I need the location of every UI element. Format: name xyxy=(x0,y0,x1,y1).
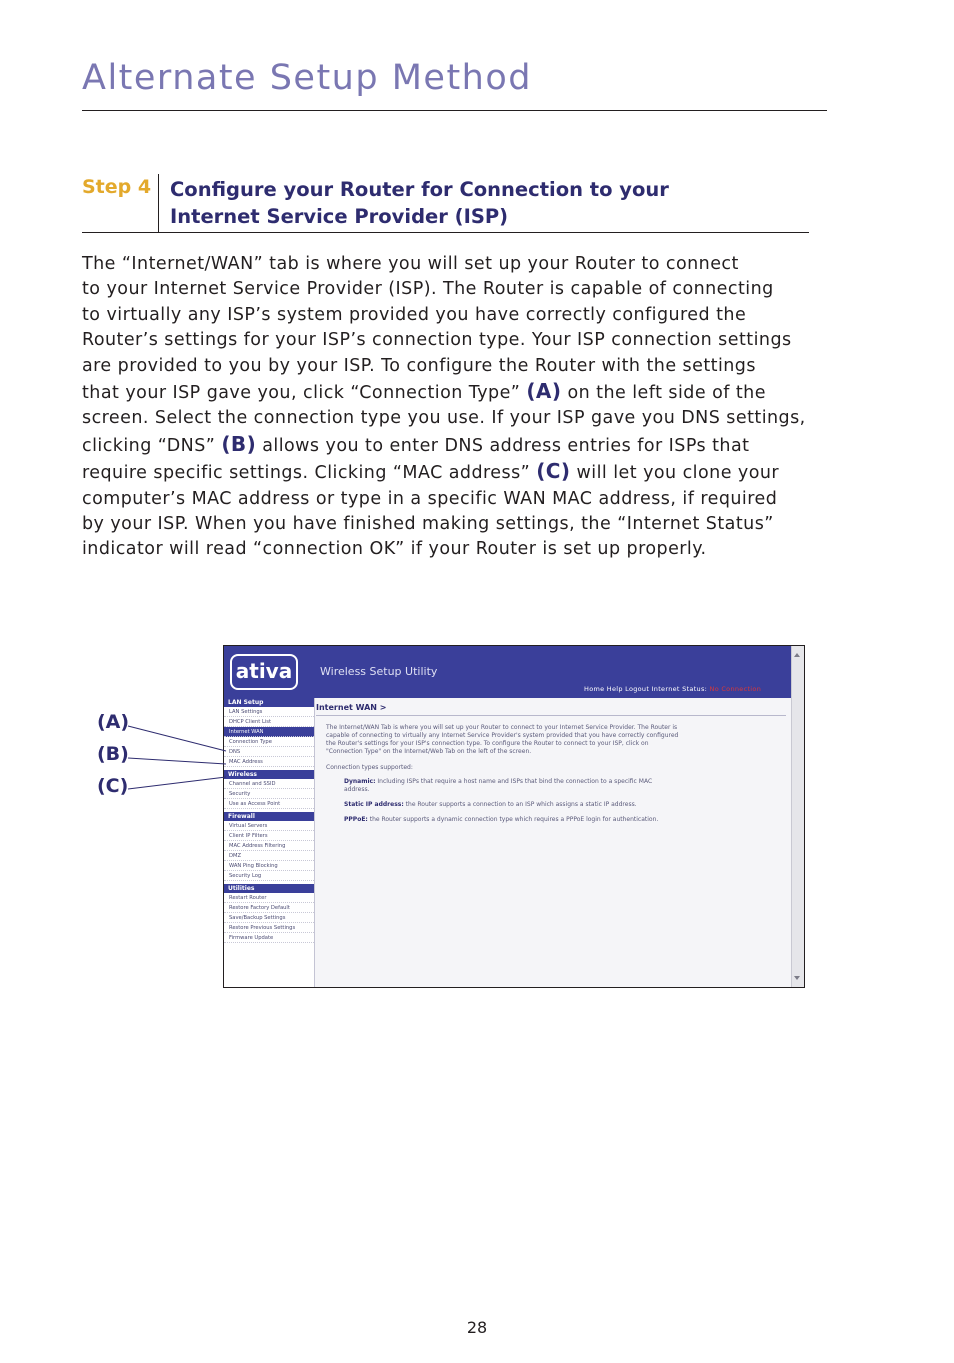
body-text-run: require specific settings. Clicking “MAC address” xyxy=(82,463,537,484)
body-text-run: clicking “DNS” xyxy=(82,435,222,456)
sidebar-item-security-log: Security Log xyxy=(224,871,314,881)
bullet-text: the Router supports a connection to an ISP which assigns a static IP address. xyxy=(403,801,637,808)
bullet-label: Dynamic: xyxy=(344,778,376,785)
step-label: Step 4 xyxy=(82,176,152,198)
top-nav-links: Home Help Logout Internet Status: xyxy=(584,685,708,693)
sidebar-section-firewall: Firewall xyxy=(224,812,314,821)
callout-c: (C) xyxy=(97,775,129,797)
bullet-text: the Router supports a dynamic connection type which requires a PPPoE login for authentication. xyxy=(367,816,659,823)
sidebar-section-internet: Internet WAN xyxy=(224,727,314,737)
body-line: Router’s settings for your ISP’s connection type. Your ISP connection settings xyxy=(82,330,792,351)
body-line: screen. Select the connection type you use. If your ISP gave you DNS settings, xyxy=(82,408,806,429)
leader-line-c xyxy=(128,777,226,789)
sidebar-item-security: Security xyxy=(224,789,314,799)
page-title: Alternate Setup Method xyxy=(82,58,532,98)
body-line: indicator will read “connection OK” if your Router is set up properly. xyxy=(82,539,707,560)
ativa-logo: ativa xyxy=(230,654,298,690)
body-line: The “Internet/WAN” tab is where you will set up your Router to connect xyxy=(82,254,739,274)
callout-ref-b: (B) xyxy=(221,431,257,456)
sidebar-item-client-ip-filters: Client IP Filters xyxy=(224,831,314,841)
sidebar-section-lan: LAN Setup xyxy=(224,698,314,707)
body-text-run: that your ISP gave you, click “Connection Type” xyxy=(82,383,527,404)
bullet-label: PPPoE: xyxy=(344,816,368,823)
body-line: are provided to you by your ISP. To configure the Router with the settings xyxy=(82,355,756,376)
callout-b: (B) xyxy=(97,743,129,765)
content-paragraph: The Internet/WAN Tab is where you will set up your Router to connect to your Internet Service Provider. The Router is capable of connecting to virtually any Internet Service Provider's system provided that you have correctly configured the Router's settings for your ISP's connection type. To configure the Router to connect to your ISP, click on "Connection Type" on the Internet/Web Tab on the left of the screen. xyxy=(326,724,679,755)
body-text-run: on the left side of the xyxy=(561,383,766,404)
sidebar-item-channel-ssid: Channel and SSID xyxy=(224,779,314,789)
callout-ref-a: (A) xyxy=(526,379,562,404)
body-line: to your Internet Service Provider (ISP). The Router is capable of connecting xyxy=(82,279,774,300)
leader-line-a xyxy=(128,726,226,751)
sidebar-item-dhcp-list: DHCP Client List xyxy=(224,717,314,727)
body-line: to virtually any ISP’s system provided you have correctly configured the xyxy=(82,304,747,325)
sidebar-item-dmz: DMZ xyxy=(224,851,314,861)
sidebar-item-mac-address: MAC Address xyxy=(224,757,314,767)
content-subheading: Connection types supported: xyxy=(326,764,413,771)
sidebar-item-access-point: Use as Access Point xyxy=(224,799,314,809)
sidebar-item-lan-settings: LAN Settings xyxy=(224,707,314,717)
bullet-label: Static IP address: xyxy=(344,801,404,808)
callout-a: (A) xyxy=(97,711,130,733)
sidebar-item-save-backup: Save/Backup Settings xyxy=(224,913,314,923)
sidebar-section-wireless: Wireless xyxy=(224,770,314,779)
sidebar-item-restore-defaults: Restore Factory Default xyxy=(224,903,314,913)
leader-line-b xyxy=(128,758,226,764)
sidebar-item-restore-previous: Restore Previous Settings xyxy=(224,923,314,933)
callout-ref-c: (C) xyxy=(536,459,571,484)
sidebar-item-connection-type: Connection Type xyxy=(224,737,314,747)
sidebar-item-restart-router: Restart Router xyxy=(224,893,314,903)
sidebar-item-dns: DNS xyxy=(224,747,314,757)
page-number: 28 xyxy=(466,1318,488,1337)
body-text-run: will let you clone your xyxy=(570,463,780,484)
sidebar-section-utilities: Utilities xyxy=(224,884,314,893)
step-heading-line1: Configure your Router for Connection to your xyxy=(170,178,669,201)
body-line: by your ISP. When you have finished making settings, the “Internet Status” xyxy=(82,514,774,535)
utility-title: Wireless Setup Utility xyxy=(320,665,438,678)
sidebar-item-firmware-update: Firmware Update xyxy=(224,933,314,943)
bullet-text: Including ISPs that require a host name and ISPs that bind the connection to a specific MAC address. xyxy=(344,778,653,793)
sidebar-item-virtual-servers: Virtual Servers xyxy=(224,821,314,831)
body-text-run: allows you to enter DNS address entries for ISPs that xyxy=(256,435,750,456)
sidebar-item-mac-filtering: MAC Address Filtering xyxy=(224,841,314,851)
internet-status-badge: No Connection xyxy=(709,685,762,693)
sidebar-item-wan-ping: WAN Ping Blocking xyxy=(224,861,314,871)
content-title: Internet WAN > xyxy=(316,704,786,716)
step-heading-line2: Internet Service Provider (ISP) xyxy=(170,205,509,228)
body-line: computer’s MAC address or type in a specific WAN MAC address, if required xyxy=(82,488,778,509)
